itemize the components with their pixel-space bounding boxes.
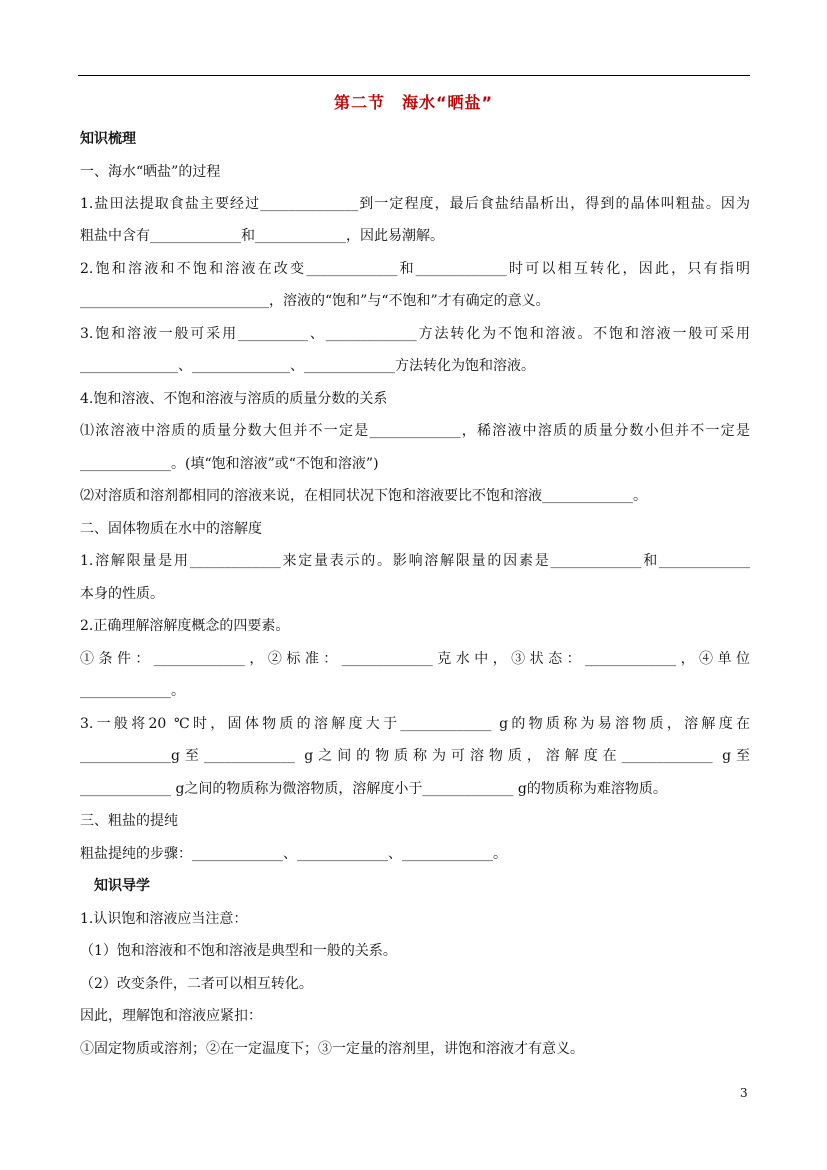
subheading-sea-salt-process: 一、海水“晒盐”的过程 xyxy=(80,164,221,180)
guide-line: 因此，理解饱和溶液应紧扣： xyxy=(80,1008,262,1024)
guide-line: （1）饱和溶液和不饱和溶液是典型和一般的关系。 xyxy=(80,943,397,959)
question-line: 2.饱和溶液和不饱和溶液在改变_____________和_____________时可以相互转化，因此，只有指明 xyxy=(80,261,750,277)
question-line: _____________。(填“饱和溶液”或“不饱和溶液”) xyxy=(80,456,379,472)
subheading-salt-purification: 三、粗盐的提纯 xyxy=(80,813,178,829)
section-title: 第二节 海水“晒盐” xyxy=(333,93,494,112)
heading-knowledge-guide: 知识导学 xyxy=(94,878,150,894)
guide-line: 1.认识饱和溶液应当注意： xyxy=(80,911,248,927)
question-line: 3.饱和溶液一般可采用__________、_____________方法转化为不饱和溶液。不饱和溶液一般可采用 xyxy=(80,326,750,342)
header-rule xyxy=(78,75,750,76)
question-line: 2.正确理解溶解度概念的四要素。 xyxy=(80,618,290,634)
question-line: _____________ g之间的物质称为微溶物质，溶解度小于_____________ g的物质称为难溶物质。 xyxy=(80,781,667,797)
guide-line: ①固定物质或溶剂；②在一定温度下；③一定量的溶剂里，讲饱和溶液才有意义。 xyxy=(80,1041,584,1057)
question-line: _____________g至_____________ g之间的物质称为可溶物质，溶解度在_____________ g至 xyxy=(80,748,750,764)
question-line: 4.饱和溶液、不饱和溶液与溶质的质量分数的关系 xyxy=(80,391,388,407)
page-number: 3 xyxy=(740,1086,748,1100)
guide-line: （2）改变条件，二者可以相互转化。 xyxy=(80,976,313,992)
question-line: 粗盐中含有_____________和_____________，因此易潮解。 xyxy=(80,228,444,244)
question-line: 3.一般将20 ℃时，固体物质的溶解度大于_____________ g的物质称为易溶物质，溶解度在 xyxy=(80,716,750,732)
heading-knowledge-review: 知识梳理 xyxy=(80,131,136,147)
question-line: _____________。 xyxy=(80,683,185,699)
question-line: ①条件：_____________，②标准：_____________克水中，③状态：_____________，④单位 xyxy=(80,651,750,667)
question-line: 1.溶解限量是用_____________来定量表示的。影响溶解限量的因素是_____________和_____________ xyxy=(80,553,750,569)
question-line: ___________________________，溶液的“饱和”与“不饱和”才有确定的意义。 xyxy=(80,293,550,309)
question-line: 粗盐提纯的步骤：_____________、_____________、_____________。 xyxy=(80,846,507,862)
question-line: ______________、______________、_____________方法转化为饱和溶液。 xyxy=(80,358,535,374)
question-line: ⑴浓溶液中溶质的质量分数大但并不一定是_____________，稀溶液中溶质的质量分数小但并不一定是 xyxy=(80,423,750,439)
question-line: 1.盐田法提取食盐主要经过______________到一定程度，最后食盐结晶析出，得到的晶体叫粗盐。因为 xyxy=(80,196,750,212)
question-line: ⑵对溶质和溶剂都相同的溶液来说，在相同状况下饱和溶液要比不饱和溶液_____________。 xyxy=(80,488,647,504)
subheading-solubility: 二、固体物质在水中的溶解度 xyxy=(80,521,262,537)
question-line: 本身的性质。 xyxy=(80,586,164,602)
